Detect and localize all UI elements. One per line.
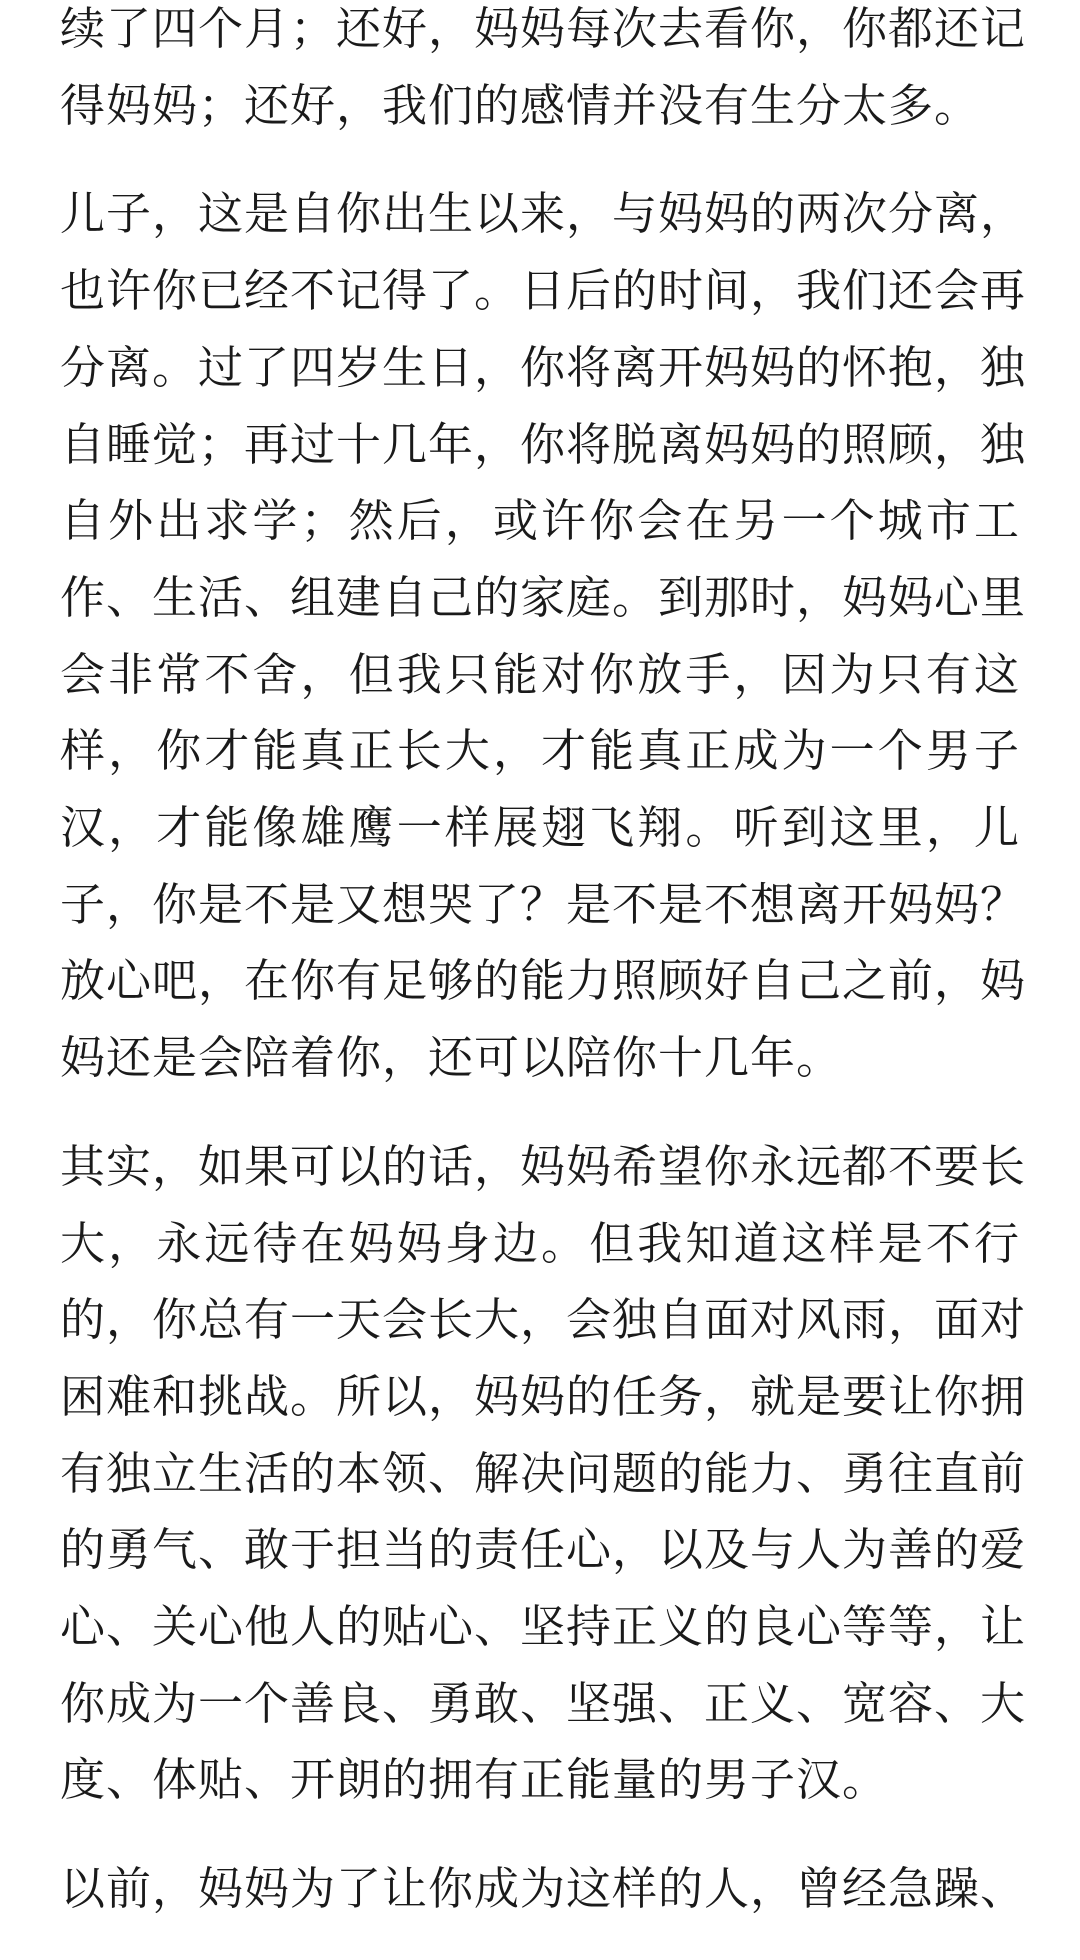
text-line: 自外出求学；然后，或许你会在另一个城市工 (60, 494, 1020, 548)
text-line: 大，永远待在妈妈身边。但我知道这样是不行 (60, 1216, 1020, 1270)
paragraph-2 (60, 176, 1027, 1096)
text-line: 样，你才能真正长大，才能真正成为一个男子 (60, 724, 1020, 778)
text-line: 你成为一个善良、勇敢、坚强、正义、宽容、大 (60, 1676, 1027, 1730)
text-line: 分离。过了四岁生日，你将离开妈妈的怀抱，独 (60, 340, 1027, 394)
text-line: 其实，如果可以的话，妈妈希望你永远都不要长 (60, 1139, 1027, 1193)
text-line: 得妈妈；还好，我们的感情并没有生分太多。 (60, 78, 981, 132)
text-line: 儿子，这是自你出生以来，与妈妈的两次分离， (60, 187, 1027, 241)
text-line: 的，你总有一天会长大，会独自面对风雨，面对 (60, 1293, 1027, 1347)
text-line: 度、体贴、开朗的拥有正能量的男子汉。 (60, 1753, 889, 1807)
text-line: 作、生活、组建自己的家庭。到那时，妈妈心里 (60, 570, 1027, 624)
paragraph-4 (60, 1851, 1027, 1928)
text-line: 也许你已经不记得了。日后的时间，我们还会再 (60, 264, 1027, 318)
text-line: 的勇气、敢于担当的责任心，以及与人为善的爱 (60, 1523, 1027, 1577)
text-line: 心、关心他人的贴心、坚持正义的良心等等，让 (60, 1600, 1027, 1654)
text-line: 妈还是会陪着你，还可以陪你十几年。 (60, 1031, 843, 1085)
text-line: 有独立生活的本领、解决问题的能力、勇往直前 (60, 1446, 1027, 1500)
text-line: 困难和挑战。所以，妈妈的任务，就是要让你拥 (60, 1369, 1027, 1423)
text-line: 以前，妈妈为了让你成为这样的人，曾经急躁、 (60, 1862, 1027, 1916)
text-line: 自睡觉；再过十几年，你将脱离妈妈的照顾，独 (60, 417, 1027, 471)
paragraph-3 (60, 1129, 1027, 1819)
text-line: 会非常不舍，但我只能对你放手，因为只有这 (60, 647, 1020, 701)
text-line: 放心吧，在你有足够的能力照顾好自己之前，妈 (60, 954, 1027, 1008)
article-body (60, 0, 1027, 1960)
paragraph-1 (60, 0, 1027, 144)
text-line: 子，你是不是又想哭了？是不是不想离开妈妈？ (60, 877, 1027, 931)
text-line: 续了四个月；还好，妈妈每次去看你，你都还记 (60, 2, 1027, 55)
text-line: 汉，才能像雄鹰一样展翅飞翔。听到这里，儿 (60, 801, 1020, 855)
